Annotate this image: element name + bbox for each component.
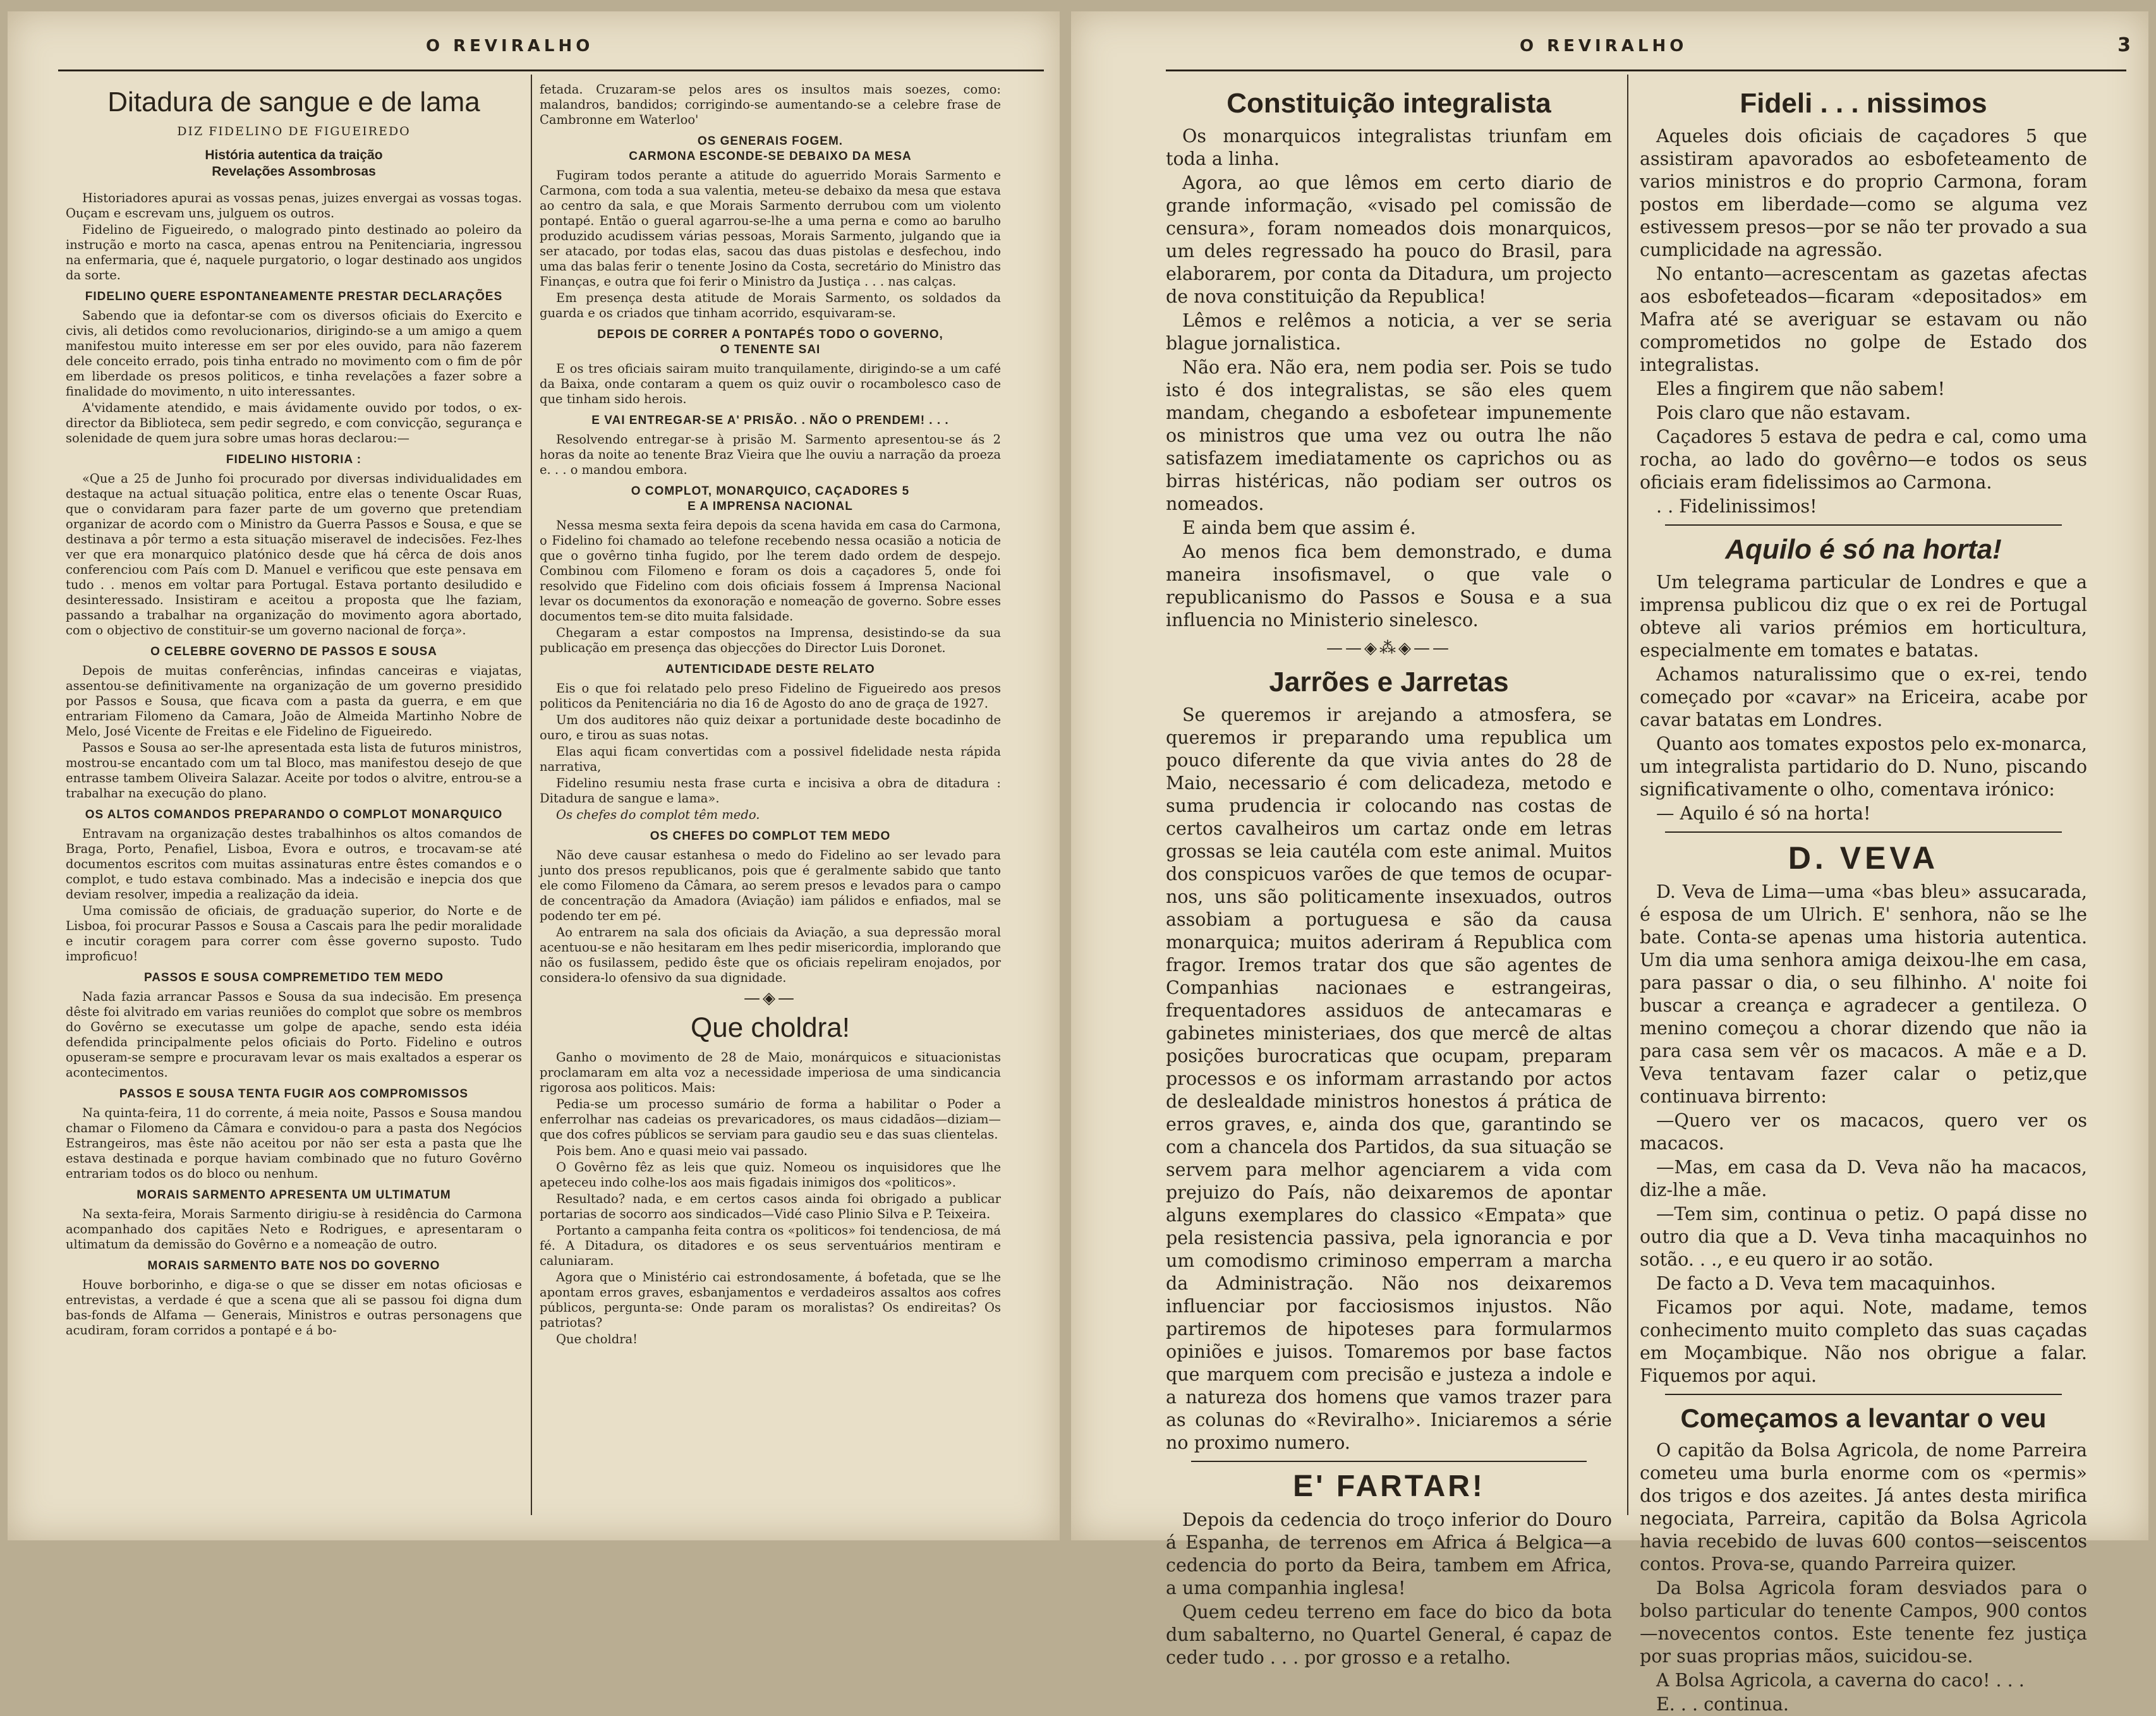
paragraph: Lêmos e relêmos a noticia, a ver se seria blague jornalistica. xyxy=(1166,310,1612,354)
kicker: História autentica da traição xyxy=(205,148,383,162)
article-title: Começamos a levantar o veu xyxy=(1680,1403,2047,1433)
paragraph: —Mas, em casa da D. Veva não ha macacos, diz-lhe a mãe. xyxy=(1640,1157,2087,1200)
section-heading: E VAI ENTREGAR-SE A' PRISÃO. . NÃO O PRENDEM! . . . xyxy=(591,414,949,427)
article-title: Jarrões e Jarretas xyxy=(1269,667,1509,698)
top-rule xyxy=(58,69,1044,71)
paragraph: O capitão da Bolsa Agricola, de nome Parreira cometeu uma burla enorme com os «permis» dos trigos e dos azeites. Já antes desta mirifica negociata, Parreira, capitão da Bolsa Agricola havia recebido de luvas 600 contos—seiscentos contos. Prova-se, quando Parreira quizer. xyxy=(1640,1440,2087,1574)
section-heading: O TENENTE SAI xyxy=(720,343,821,356)
section-heading: AUTENTICIDADE DESTE RELATO xyxy=(665,663,875,676)
divider xyxy=(1191,1461,1587,1462)
section-heading: OS ALTOS COMANDOS PREPARANDO O COMPLOT MONARQUICO xyxy=(85,808,503,821)
article-title: Aquilo é só na horta! xyxy=(1725,534,2002,565)
paragraph: Pois bem. Ano e quasi meio vai passado. xyxy=(556,1144,808,1158)
paragraph: Os monarquicos integralistas triunfam em toda a linha. xyxy=(1166,126,1612,169)
right-column-2 xyxy=(1640,82,2087,1715)
paragraph: Agora, ao que lêmos em certo diario de grande informação, «visado pel comissão de censura», foram nomeados dois monarquicos, um deles regressado ha pouco do Brasil, para elaborarem, por conta da Ditadura, um projecto de nova constituição da Republica! xyxy=(1166,172,1612,307)
paragraph: Houve borborinho, e diga-se o que se disser em notas oficiosas e entrevistas, a verdade é que a scena que ali se passou foi digna dum bas-fonds de Alfama — Generais, Ministros e outras personagens que acudiram, foram corridos a pontapé e á bo- xyxy=(66,1278,522,1338)
paragraph: Elas aqui ficam convertidas com a possivel fidelidade nesta rápida narrativa, xyxy=(540,744,1001,774)
paragraph: No entanto—acrescentam as gazetas afectas aos esbofeteados—ficaram «depositados» em Mafra até se averiguar se estavam ou não comprometidos no golpe de Estado dos integralistas. xyxy=(1640,263,2087,375)
article-title: D. VEVA xyxy=(1788,840,1939,876)
left-column-1 xyxy=(66,82,522,1521)
paragraph: D. Veva de Lima—uma «bas bleu» assucarada, é esposa de um Ulrich. E' senhora, não se lhe bate. Conta-se apenas uma historia autentica. Um dia uma senhora amiga deixou-lhe em casa, para passar o dia, o seu filhinho. A' noite foi buscar a creança e agradecer a gentileza. O menino começou a chorar dizendo que não ia para casa sem vêr os macacos. A mãe e a D. Veva tentavam fazer calar o petiz,que continuava birrento: xyxy=(1640,881,2087,1107)
paragraph: Entravam na organização destes trabalhinhos os altos comandos de Braga, Porto, Penafiel, Lisboa, Evora e outros, e trocavam-se até documentos escritos com muitas assinaturas entre êstes comandos e o complot, e tudo estava combinado. Mas a indecisão e inepcia dos que deviam resolver, impedia a realização da ideia. xyxy=(66,826,522,902)
paragraph: E ainda bem que assim é. xyxy=(1182,517,1416,538)
paragraph: Ganho o movimento de 28 de Maio, monárquicos e situacionistas proclamaram em alta voz a necessidade imperiosa de uma sindicancia rigorosa aos politicos. Mais: xyxy=(540,1050,1001,1095)
divider xyxy=(1665,524,2062,526)
running-head: O REVIRALHO xyxy=(1520,37,1688,56)
paragraph: Na quinta-feira, 11 do corrente, á meia noite, Passos e Sousa mandou chamar o Filomeno da Câmara e convidou-o para a pasta dos Negócios Estrangeiros, mas êste não aceitou por não ser esta a pasta que lhe estava destinada e porque haviam combinado que no futuro Govêrno entrariam todos os do bloco ou nenhum. xyxy=(66,1106,522,1181)
running-head: O REVIRALHO xyxy=(426,37,594,56)
right-page xyxy=(1071,11,2148,1715)
paragraph: Pois claro que não estavam. xyxy=(1656,402,1911,423)
paragraph: Eles a fingirem que não sabem! xyxy=(1656,378,1946,399)
paragraph: Que choldra! xyxy=(556,1332,638,1346)
paragraph: Resultado? nada, e em certos casos ainda foi obrigado a publicar portarias de socorro aos sindicados—Vidé caso Plinio Silva e P. Teixeira. xyxy=(540,1192,1001,1221)
paragraph: Um dos auditores não quiz deixar a portunidade deste bocadinho de ouro, e tirou as suas notas. xyxy=(540,713,1001,742)
paragraph: Da Bolsa Agricola foram desviados para o bolso particular do tenente Campos, 900 contos—novecentos contos. Este tenente fez justiça por suas proprias mãos, suicidou-se. xyxy=(1640,1578,2087,1667)
paragraph: — Aquilo é só na horta! xyxy=(1656,803,1871,824)
paragraph: —Tem sim, continua o petiz. O papá disse no outro dia que a D. Veva tinha macaquinhos no sotão. . ., e eu quero ir ao sotão. xyxy=(1640,1204,2087,1270)
paragraph: A'vidamente atendido, e mais ávidamente ouvido por todos, o ex-director da Biblioteca, sem pedir segredo, e com convicção, segurança e solenidade de quem jura sobre umas horas declarou:— xyxy=(66,401,522,445)
paragraph: Se queremos ir arejando a atmosfera, se queremos ir preparando uma republica um pouco diferente da que vivia antes do 28 de Maio, necessario é com delicadeza, metodo e suma prudencia ir colocando nas costas de certos cavalheiros um cartaz onde em letras grossas se leia cautéla com este animal. Muitos dos conspicuos varões de que temos de ocupar-nos, uns são politicamente insexuados, outros assobiam a portuguesa e são da causa monarquica; muitos aderiram á Republica com fragor. Iremos tratar dos que são agentes de Companhias nacionaes e estrangeiras, frequentadores assiduos de antecamaras e gabinetes ministeriaes, dos que mercê de altas posições burocraticas que ocupam, preparam processos e os informam arrastando por actos de deslealdade ministros honestos á prática de erros graves, e, ainda dos que, garantindo se com a chancela dos Partidos, da sua situação se servem para melhor agenciarem a vida com prejuizo do País, não deixaremos de apontar alguns exemplares do classico «Empata» que pela resistencia passiva, pela ignorancia e por um comodismo criminoso emperram a marcha da Administração. Não nos deixaremos influenciar por facciosismos injustos. Não partiremos de hipoteses para formularmos opiniões e juisos. Tomaremos por base factos que marquem com precisão e justeza a indole e a natureza dos homens que vamos trazer para as colunas do «Reviralho». Iniciaremos a série no proximo numero. xyxy=(1166,704,1612,1453)
paragraph: Ao menos fica bem demonstrado, e duma maneira insofismavel, o que vale o republicanismo do Passos e Sousa e a sua influencia no Ministerio sinelesco. xyxy=(1166,541,1612,631)
paragraph: Os chefes do complot têm medo. xyxy=(556,807,760,822)
ornament-divider: ——◈⁂◈—— xyxy=(1326,639,1451,658)
paragraph: E. . . continua. xyxy=(1656,1694,1789,1715)
section-heading: PASSOS E SOUSA COMPREMETIDO TEM MEDO xyxy=(143,971,444,984)
section-heading: OS CHEFES DO COMPLOT TEM MEDO xyxy=(650,830,891,843)
paragraph: Uma comissão de oficiais, de graduação superior, do Norte e de Lisboa, foi procurar Passos e Sousa a Cascais para lhe pedir moralidade e incutir coragem para correr com êsse governo suposto. Tudo improficuo! xyxy=(66,903,522,964)
paragraph: Nessa mesma sexta feira depois da scena havida em casa do Carmona, o Fidelino foi chamado ao telefone recebendo nessa ocasião a noticia de que o govêrno tinha fugido, por lhe terem dado ordem de despejo. Combinou com Filomeno e foram os dois a caçadores 5, onde foi resolvido que Fidelino com dois oficiais fossem á Imprensa Nacional levar os documentos da exonoração e nomeação de governo. Sobre esses documentos tem-se dito muita falsidade. xyxy=(540,518,1001,624)
paragraph: Fidelino de Figueiredo, o malogrado pinto destinado ao poleiro da instrução e morto na casca, apenas entrou na Penitenciaria, ingressou na enfermaria, que é, naquele purgatorio, o logar destinado aos ungidos da sorte. xyxy=(66,222,522,282)
paragraph: Portanto a campanha feita contra os «politicos» foi tendenciosa, de má fé. A Ditadura, os ditadores e os seus serventuários mentiram e caluniaram. xyxy=(540,1223,1001,1268)
byline: DIZ FIDELINO DE FIGUEIREDO xyxy=(177,124,411,138)
paragraph: Chegaram a estar compostos na Imprensa, desistindo-se da sua publicação em presença das objecções do Director Luis Doronet. xyxy=(540,625,1001,655)
paragraph: Nada fazia arrancar Passos e Sousa da sua indecisão. Em presença dêste foi alvitrado em varias reuniões do complot que sobre os membros do Govêrno se executasse um golpe de apache, sendo esta idéia defendida principalmente pelos oficiais do Porto. Fidelino e outros opuseram-se sempre e procuravam levar os mais exaltados a esperar os acontecimentos. xyxy=(66,989,522,1080)
paragraph: Agora que o Ministério cai estrondosamente, á bofetada, que se lhe apontam erros graves, esbanjamentos e verdadeiros assaltos aos cofres públicos, pergunta-se: Onde param os moralistas? Os endireitas? Os patriotas? xyxy=(540,1270,1001,1330)
column-rule xyxy=(531,75,532,1515)
article-title: E' FARTAR! xyxy=(1293,1470,1485,1503)
paragraph: Fugiram todos perante a atitude do aguerrido Morais Sarmento e Carmona, com toda a sua valentia, meteu-se debaixo da mesa que estava ao centro da sala, e que Morais Sarmento derrubou com um violento pontapé. Então o gueral agarrou-se-lhe a uma perna e como ao barulho produzido acudissem várias pessoas, Morais Sarmento, julgando que ia ser atacado, por todas elas, sacou das duas pistolas e desfechou, indo uma das balas ferir o tenente Josino da Costa, secretário do Ministro das Finanças, e outra que foi ferir o Ministro da Justiça . . . nas calças. xyxy=(540,168,1001,289)
section-heading: E A IMPRENSA NACIONAL xyxy=(687,500,853,513)
left-column-2 xyxy=(540,82,1001,1521)
paragraph: Na sexta-feira, Morais Sarmento dirigiu-se à residência do Carmona acompanhado dos capitães Neto e Rodrigues, e apresentaram o ultimatum da demissão do Govêrno e a nomeação de outro. xyxy=(66,1207,522,1252)
paragraph: Não deve causar estanhesa o medo do Fidelino ao ser levado para junto dos presos republicanos, pois que é geralmente sabido que tanto ele como Filomeno da Câmara, ao serem presos e levados para o campo de concentração da Amadora (Aviação) iam pálidos e enfiados, mal se podendo ter em pé. xyxy=(540,848,1001,923)
article-title: Fideli . . . nissimos xyxy=(1740,88,1987,119)
paragraph: Não era. Não era, nem podia ser. Pois se tudo isto é dos integralistas, se são eles quem mandam, chegando a esbofetear impunemente os ministros que uma vez ou outra lhe não satisfazem imediatamente os caprichos ou as birras histéricas, não podiam ser outros os nomeados. xyxy=(1166,357,1612,514)
kicker: Revelações Assombrosas xyxy=(212,164,376,179)
article-title: Ditadura de sangue e de lama xyxy=(107,87,480,118)
paragraph: Resolvendo entregar-se à prisão M. Sarmento apresentou-se ás 2 horas da noite ao tenente Braz Vieira que lhe ouviu a narração da proeza e. . . o mandou embora. xyxy=(540,432,1001,477)
section-heading: MORAIS SARMENTO BATE NOS DO GOVERNO xyxy=(147,1259,440,1272)
paragraph: Pedia-se um processo sumário de forma a habilitar o Poder a enferrolhar nas cadeias os prevaricadores, os maus cidadãos—diziam—que dos cofres públicos se serviam para gaudio seu e das suas clientelas. xyxy=(540,1097,1001,1142)
paragraph: Ao entrarem na sala dos oficiais da Aviação, a sua depressão moral acentuou-se e não hesitaram em lhes pedir misericordia, implorando que não os fusilassem, pedido êste que os oficiais repeliram enojados, por considera-lo ofensivo da sua dignidade. xyxy=(540,925,1001,985)
paragraph: O Govêrno fêz as leis que quiz. Nomeou os inquisidores que lhe apeteceu indo colhe-los aos mais figadais inimigos dos «politicos». xyxy=(540,1160,1001,1190)
section-heading: OS GENERAIS FOGEM. xyxy=(697,135,844,148)
right-column-1 xyxy=(1166,82,1612,1668)
section-heading: PASSOS E SOUSA TENTA FUGIR AOS COMPROMISSOS xyxy=(119,1087,469,1101)
section-heading: O CELEBRE GOVERNO DE PASSOS E SOUSA xyxy=(150,645,437,658)
paragraph: . . Fidelinissimos! xyxy=(1656,496,1817,517)
paragraph: Sabendo que ia defontar-se com os diversos oficiais do Exercito e civis, ali detidos como revolucionarios, dirigindo-se a um amigo a quem manifestou muito interesse em ser por eles ouvido, para não fazerem dele conceito errado, pois tinha entrado no movimento com o fim de pôr em liberdade os presos politicos, e tinha revelações a fazer sobre a finalidade do movimento, n uito interessantes. xyxy=(66,308,522,399)
section-heading: FIDELINO QUERE ESPONTANEAMENTE PRESTAR DECLARAÇÕES xyxy=(85,290,503,303)
divider xyxy=(1665,831,2062,833)
page-number: 3 xyxy=(2117,34,2131,56)
section-heading: CARMONA ESCONDE-SE DEBAIXO DA MESA xyxy=(629,150,912,163)
paragraph: A Bolsa Agricola, a caverna do caco! . . . xyxy=(1656,1670,2025,1691)
top-rule xyxy=(1166,69,2126,71)
paragraph: Passos e Sousa ao ser-lhe apresentada esta lista de futuros ministros, mostrou-se encantado com um tal Bloco, mas manifestou desejo de que entrasse tambem Oliveira Salazar. Aceite por todos o alvitre, entrou-se a trabalhar na execução do plano. xyxy=(66,740,522,801)
section-heading: O COMPLOT, MONARQUICO, CAÇADORES 5 xyxy=(631,485,910,498)
paragraph: Depois da cedencia do troço inferior do Douro á Espanha, de terrenos em Africa á Belgica—a cedencia do porto da Beira, tambem em Africa, a uma companhia inglesa! xyxy=(1166,1509,1612,1598)
paragraph: Aqueles dois oficiais de caçadores 5 que assistiram apavorados ao esbofeteamento de varios ministros e do proprio Carmona, foram postos em liberdade—como se alguma vez estivessem presos—por se não ter provado a sua cumplicidade na agressão. xyxy=(1640,126,2087,260)
section-heading: FIDELINO HISTORIA : xyxy=(226,453,362,466)
paragraph: Em presença desta atitude de Morais Sarmento, os soldados da guarda e os criados que tinham acorrido, esquivaram-se. xyxy=(540,291,1001,320)
paragraph: Depois de muitas conferências, infindas canceiras e viajatas, assentou-se definitivamente na organização de um governo presidido por Passos e Sousa, que ficava com a pasta da guerra, e em que entrariam Filomeno da Camara, João de Almeida Martinho Nobre de Melo, José Vicente de Freitas e ele Fidelino de Figueiredo. xyxy=(66,663,522,739)
paragraph: Ficamos por aqui. Note, madame, temos conhecimento muito completo das suas caçadas em Moçambique. Não nos obrigue a falar. Fiquemos por aqui. xyxy=(1640,1297,2087,1386)
paragraph: Um telegrama particular de Londres e que a imprensa publicou diz que o ex rei de Portugal obteve ali varios prémios em horticultura, especialmente em tomates e batatas. xyxy=(1640,572,2087,661)
divider xyxy=(1665,1394,2062,1395)
paragraph: Fidelino resumiu nesta frase curta e incisiva a obra de ditadura : Ditadura de sangue e lama». xyxy=(540,776,1001,806)
paragraph: fetada. Cruzaram-se pelos ares os insultos mais soezes, como: malandros, bandidos; corrigindo-se aumentando-se a celebre frase de Cambronne em Waterloo' xyxy=(540,82,1001,127)
paragraph: Quanto aos tomates expostos pelo ex-monarca, um integralista partidario do D. Nuno, piscando significativamente o olho, comentava irónico: xyxy=(1640,734,2087,800)
section-heading: DEPOIS DE CORRER A PONTAPÉS TODO O GOVERNO, xyxy=(597,328,943,341)
article-title: Constituição integralista xyxy=(1226,88,1551,119)
paragraph: De facto a D. Veva tem macaquinhos. xyxy=(1656,1273,1996,1294)
paragraph: E os tres oficiais sairam muito tranquilamente, dirigindo-se a um café da Baixa, onde contaram a quem os quiz ouvir o rocambolesco caso de que tinham sido herois. xyxy=(540,361,1001,406)
section-heading: MORAIS SARMENTO APRESENTA UM ULTIMATUM xyxy=(136,1188,451,1202)
paragraph: Caçadores 5 estava de pedra e cal, como uma rocha, ao lado do govêrno—e todos os seus oficiais eram fidelissimos ao Carmona. xyxy=(1640,426,2087,493)
left-page xyxy=(8,11,1060,1540)
paragraph: Historiadores apurai as vossas penas, juizes envergai as vossas togas. Ouçam e escrevam uns, julguem os outros. xyxy=(66,191,522,221)
paragraph: Eis o que foi relatado pelo preso Fidelino de Figueiredo aos presos politicos da Penitenciária no dia 16 de Agosto do ano de graça de 1927. xyxy=(540,681,1001,711)
ornament-divider: —◈— xyxy=(744,989,797,1008)
paragraph: —Quero ver os macacos, quero ver os macacos. xyxy=(1640,1110,2087,1154)
article-title: Que choldra! xyxy=(691,1012,850,1043)
column-rule xyxy=(1627,75,1628,1515)
paragraph: Quem cedeu terreno em face do bico da bota dum sabalterno, no Quartel General, é capaz de ceder tudo . . . por grosso e a retalho. xyxy=(1166,1602,1612,1668)
paragraph: Achamos naturalissimo que o ex-rei, tendo começado por «cavar» na Ericeira, acabe por cavar batatas em Londres. xyxy=(1640,664,2087,730)
paragraph: «Que a 25 de Junho foi procurado por diversas individualidades em destaque na actual situação politica, entre elas o tenente Oscar Ruas, que o convidaram para fazer parte de um governo que pretendiam organizar de acordo com o Ministro da Guerra Passos e Sousa, e que se destinava a pôr termo a esta situação miseravel de indecisões. Fez-lhes ver que era monarquico platónico desde que há cêrca de dois anos conferenciou com País com D. Manuel e verificou que este pensava em tudo . . menos em voltar para Portugal. Estava portanto desiludido e desinteressado. Insistiram e aceitou a proposta que lhe faziam, passando a trabalhar na organização do movimento agora abortado, com o objectivo de constituir-se um governo nacional de força». xyxy=(66,471,522,637)
